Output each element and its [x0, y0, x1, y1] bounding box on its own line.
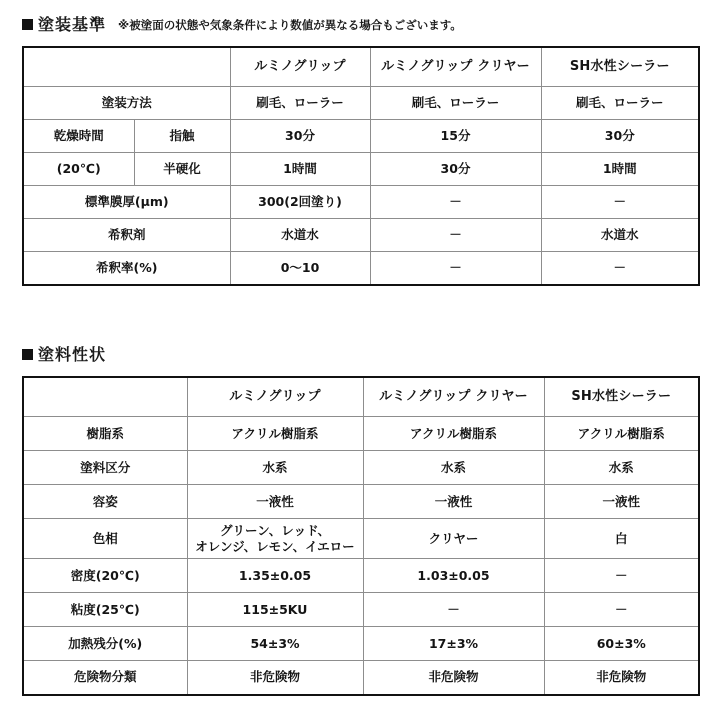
table1-row2-value-0: 1時間 [230, 153, 370, 186]
table1-row2-sublabel: 半硬化 [134, 153, 230, 186]
black-square-bullet-icon [22, 19, 33, 30]
table2-row2-value-0: 一液性 [187, 485, 363, 519]
table1-row1-value-0: 30分 [230, 120, 370, 153]
table1-row2-value-2: 1時間 [541, 153, 699, 186]
table2-row5-label: 粘度(25℃) [23, 593, 187, 627]
table1-row5-value-2: － [541, 252, 699, 285]
table1-row3-value-2: － [541, 186, 699, 219]
table1-row2-value-1: 30分 [370, 153, 541, 186]
table-row [23, 485, 699, 519]
painting-standard-table [22, 46, 700, 286]
table1-col-header-0: ルミノグリップ [230, 47, 370, 87]
table2-row0-value-1: アクリル樹脂系 [363, 417, 544, 451]
table2-col-header-1: ルミノグリップ クリヤー [363, 377, 544, 417]
table1-col-header-2: SH水性シーラー [541, 47, 699, 87]
paint-properties-table [22, 376, 700, 696]
table-row [23, 120, 699, 153]
table2-row7-value-1: 非危険物 [363, 661, 544, 695]
table2-blank-header [23, 377, 187, 417]
table1-row1-sublabel: 指触 [134, 120, 230, 153]
table1-row1-value-2: 30分 [541, 120, 699, 153]
table1-row3-label: 標準膜厚(μm) [23, 186, 230, 219]
table2-row2-value-2: 一液性 [544, 485, 699, 519]
table1-row3-value-1: － [370, 186, 541, 219]
table-row [23, 252, 699, 285]
table2-row1-value-0: 水系 [187, 451, 363, 485]
table2-row3-value-0: グリーン、レッド、 オレンジ、レモン、イエロー [187, 519, 363, 559]
table2-row6-label: 加熱残分(%) [23, 627, 187, 661]
table2-row7-value-0: 非危険物 [187, 661, 363, 695]
table2-row7-label: 危険物分類 [23, 661, 187, 695]
table1-header-row [23, 47, 699, 87]
table1-row0-value-1: 刷毛、ローラー [370, 87, 541, 120]
table2-row0-label: 樹脂系 [23, 417, 187, 451]
table1-row5-label: 希釈率(%) [23, 252, 230, 285]
table1-row0-value-0: 刷毛、ローラー [230, 87, 370, 120]
table2-row4-value-0: 1.35±0.05 [187, 559, 363, 593]
table-row [23, 219, 699, 252]
section2-title: 塗料性状 [38, 345, 107, 364]
table-row [23, 153, 699, 186]
table-row [23, 661, 699, 695]
table2-row1-value-1: 水系 [363, 451, 544, 485]
table2-row6-value-0: 54±3% [187, 627, 363, 661]
table2-row2-label: 容姿 [23, 485, 187, 519]
table1-row1-value-1: 15分 [370, 120, 541, 153]
table1-row5-value-0: 0〜10 [230, 252, 370, 285]
table-row [23, 519, 699, 559]
table2-row3-value-2: 白 [544, 519, 699, 559]
table1-blank-header [23, 47, 230, 87]
table2-col-header-2: SH水性シーラー [544, 377, 699, 417]
table2-row5-value-0: 115±5KU [187, 593, 363, 627]
table1-row3-value-0: 300(2回塗り) [230, 186, 370, 219]
table2-row3-label: 色相 [23, 519, 187, 559]
black-square-bullet-icon [22, 349, 33, 360]
table-row [23, 186, 699, 219]
table-row [23, 417, 699, 451]
table-row [23, 451, 699, 485]
table2-col-header-0: ルミノグリップ [187, 377, 363, 417]
table2-row0-value-0: アクリル樹脂系 [187, 417, 363, 451]
table2-row5-value-2: － [544, 593, 699, 627]
table1-row0-label: 塗装方法 [23, 87, 230, 120]
section1-heading [22, 12, 462, 35]
table2-row2-value-1: 一液性 [363, 485, 544, 519]
table2-header-row [23, 377, 699, 417]
section1-title: 塗装基準 [38, 15, 107, 34]
table2-row6-value-1: 17±3% [363, 627, 544, 661]
table2-row1-value-2: 水系 [544, 451, 699, 485]
table2-row5-value-1: － [363, 593, 544, 627]
table2-row6-value-2: 60±3% [544, 627, 699, 661]
table1-row4-label: 希釈剤 [23, 219, 230, 252]
table2-row4-label: 密度(20℃) [23, 559, 187, 593]
table-row [23, 559, 699, 593]
table1-col-header-1: ルミノグリップ クリヤー [370, 47, 541, 87]
table-row [23, 627, 699, 661]
table1-row4-value-2: 水道水 [541, 219, 699, 252]
table2-row1-label: 塗料区分 [23, 451, 187, 485]
table1-row2-label: (20℃) [23, 153, 134, 186]
table2-row7-value-2: 非危険物 [544, 661, 699, 695]
table1-row1-label: 乾燥時間 [23, 120, 134, 153]
section2-heading [22, 342, 106, 365]
table2-row4-value-2: － [544, 559, 699, 593]
section1-note: ※被塗面の状態や気象条件により数値が異なる場合もございます。 [118, 17, 462, 32]
table2-row3-value-1: クリヤー [363, 519, 544, 559]
table2-row0-value-2: アクリル樹脂系 [544, 417, 699, 451]
table2-row4-value-1: 1.03±0.05 [363, 559, 544, 593]
table-row [23, 87, 699, 120]
table1-row5-value-1: － [370, 252, 541, 285]
table1-row4-value-1: － [370, 219, 541, 252]
table-row [23, 593, 699, 627]
table1-row4-value-0: 水道水 [230, 219, 370, 252]
table1-row0-value-2: 刷毛、ローラー [541, 87, 699, 120]
